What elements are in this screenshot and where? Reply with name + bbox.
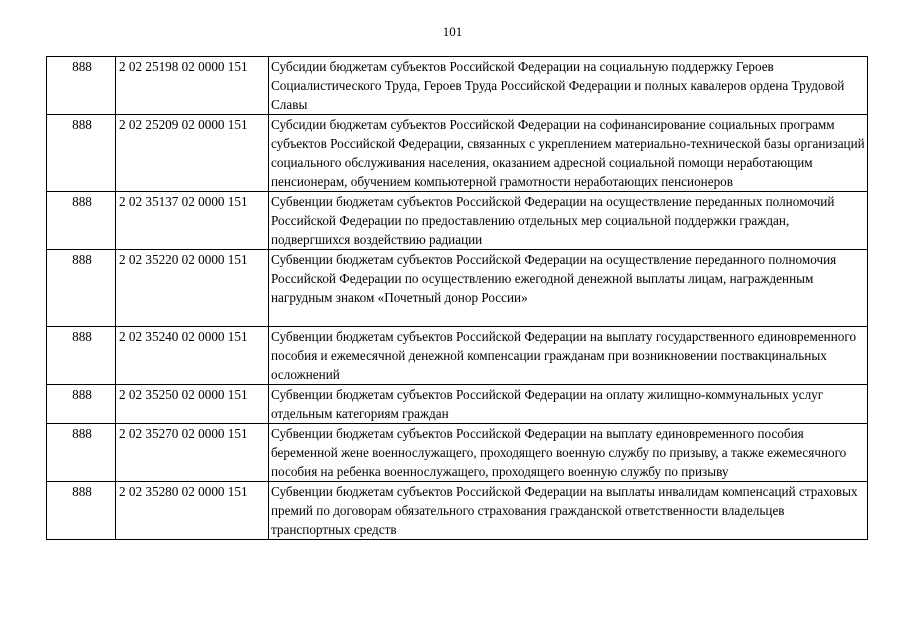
revenue-code-cell: 2 02 35137 02 0000 151 [116,192,269,250]
revenue-code-cell: 2 02 25209 02 0000 151 [116,115,269,192]
administrator-code-cell: 888 [47,424,116,482]
table-row [47,250,868,327]
revenue-code-cell: 2 02 35240 02 0000 151 [116,327,269,385]
description-cell: Субвенции бюджетам субъектов Российской Федерации на осуществление переданного полномочия Российской Федерации по осуществлению ежегодной денежной выплаты лицам, награжденным нагрудным знаком «Почетный донор России» [269,250,868,327]
administrator-code-cell: 888 [47,482,116,540]
administrator-code-cell: 888 [47,115,116,192]
revenue-code-cell: 2 02 35220 02 0000 151 [116,250,269,327]
administrator-code-cell: 888 [47,250,116,327]
table-row [47,385,868,424]
description-cell: Субсидии бюджетам субъектов Российской Федерации на софинансирование социальных программ субъектов Российской Федерации, связанных с укреплением материально-технической базы организаций социального обслуживания населения, оказанием адресной социальной помощи неработающим пенсионерам, обучением компьютерной грамотности неработающих пенсионеров [269,115,868,192]
description-cell: Субвенции бюджетам субъектов Российской Федерации на оплату жилищно-коммунальных услуг отдельным категориям граждан [269,385,868,424]
table-row [47,482,868,540]
page-number: 101 [442,24,463,39]
table-row [47,115,868,192]
table-row [47,327,868,385]
revenue-code-cell: 2 02 35250 02 0000 151 [116,385,269,424]
administrator-code-cell: 888 [47,385,116,424]
administrator-code-cell: 888 [47,192,116,250]
description-cell: Субсидии бюджетам субъектов Российской Федерации на социальную поддержку Героев Социалистического Труда, Героев Труда Российской Федерации и полных кавалеров ордена Трудовой Славы [269,57,868,115]
table-row [47,192,868,250]
revenue-code-cell: 2 02 35280 02 0000 151 [116,482,269,540]
revenue-code-cell: 2 02 35270 02 0000 151 [116,424,269,482]
table-row [47,424,868,482]
table-row [47,57,868,115]
description-cell: Субвенции бюджетам субъектов Российской Федерации на выплаты инвалидам компенсаций страховых премий по договорам обязательного страхования гражданской ответственности владельцев транспортных средств [269,482,868,540]
description-cell: Субвенции бюджетам субъектов Российской Федерации на осуществление переданных полномочий Российской Федерации по предоставлению отдельных мер социальной поддержки граждан, подвергшихся воздействию радиации [269,192,868,250]
budget-classification-table [46,56,868,540]
description-cell: Субвенции бюджетам субъектов Российской Федерации на выплату государственного единовременного пособия и ежемесячной денежной компенсации гражданам при возникновении поствакцинальных осложнений [269,327,868,385]
administrator-code-cell: 888 [47,57,116,115]
revenue-code-cell: 2 02 25198 02 0000 151 [116,57,269,115]
description-cell: Субвенции бюджетам субъектов Российской Федерации на выплату единовременного пособия беременной жене военнослужащего, проходящего военную службу по призыву, а также ежемесячного пособия на ребенка военнослужащего, проходящего военную службу по призыву [269,424,868,482]
administrator-code-cell: 888 [47,327,116,385]
